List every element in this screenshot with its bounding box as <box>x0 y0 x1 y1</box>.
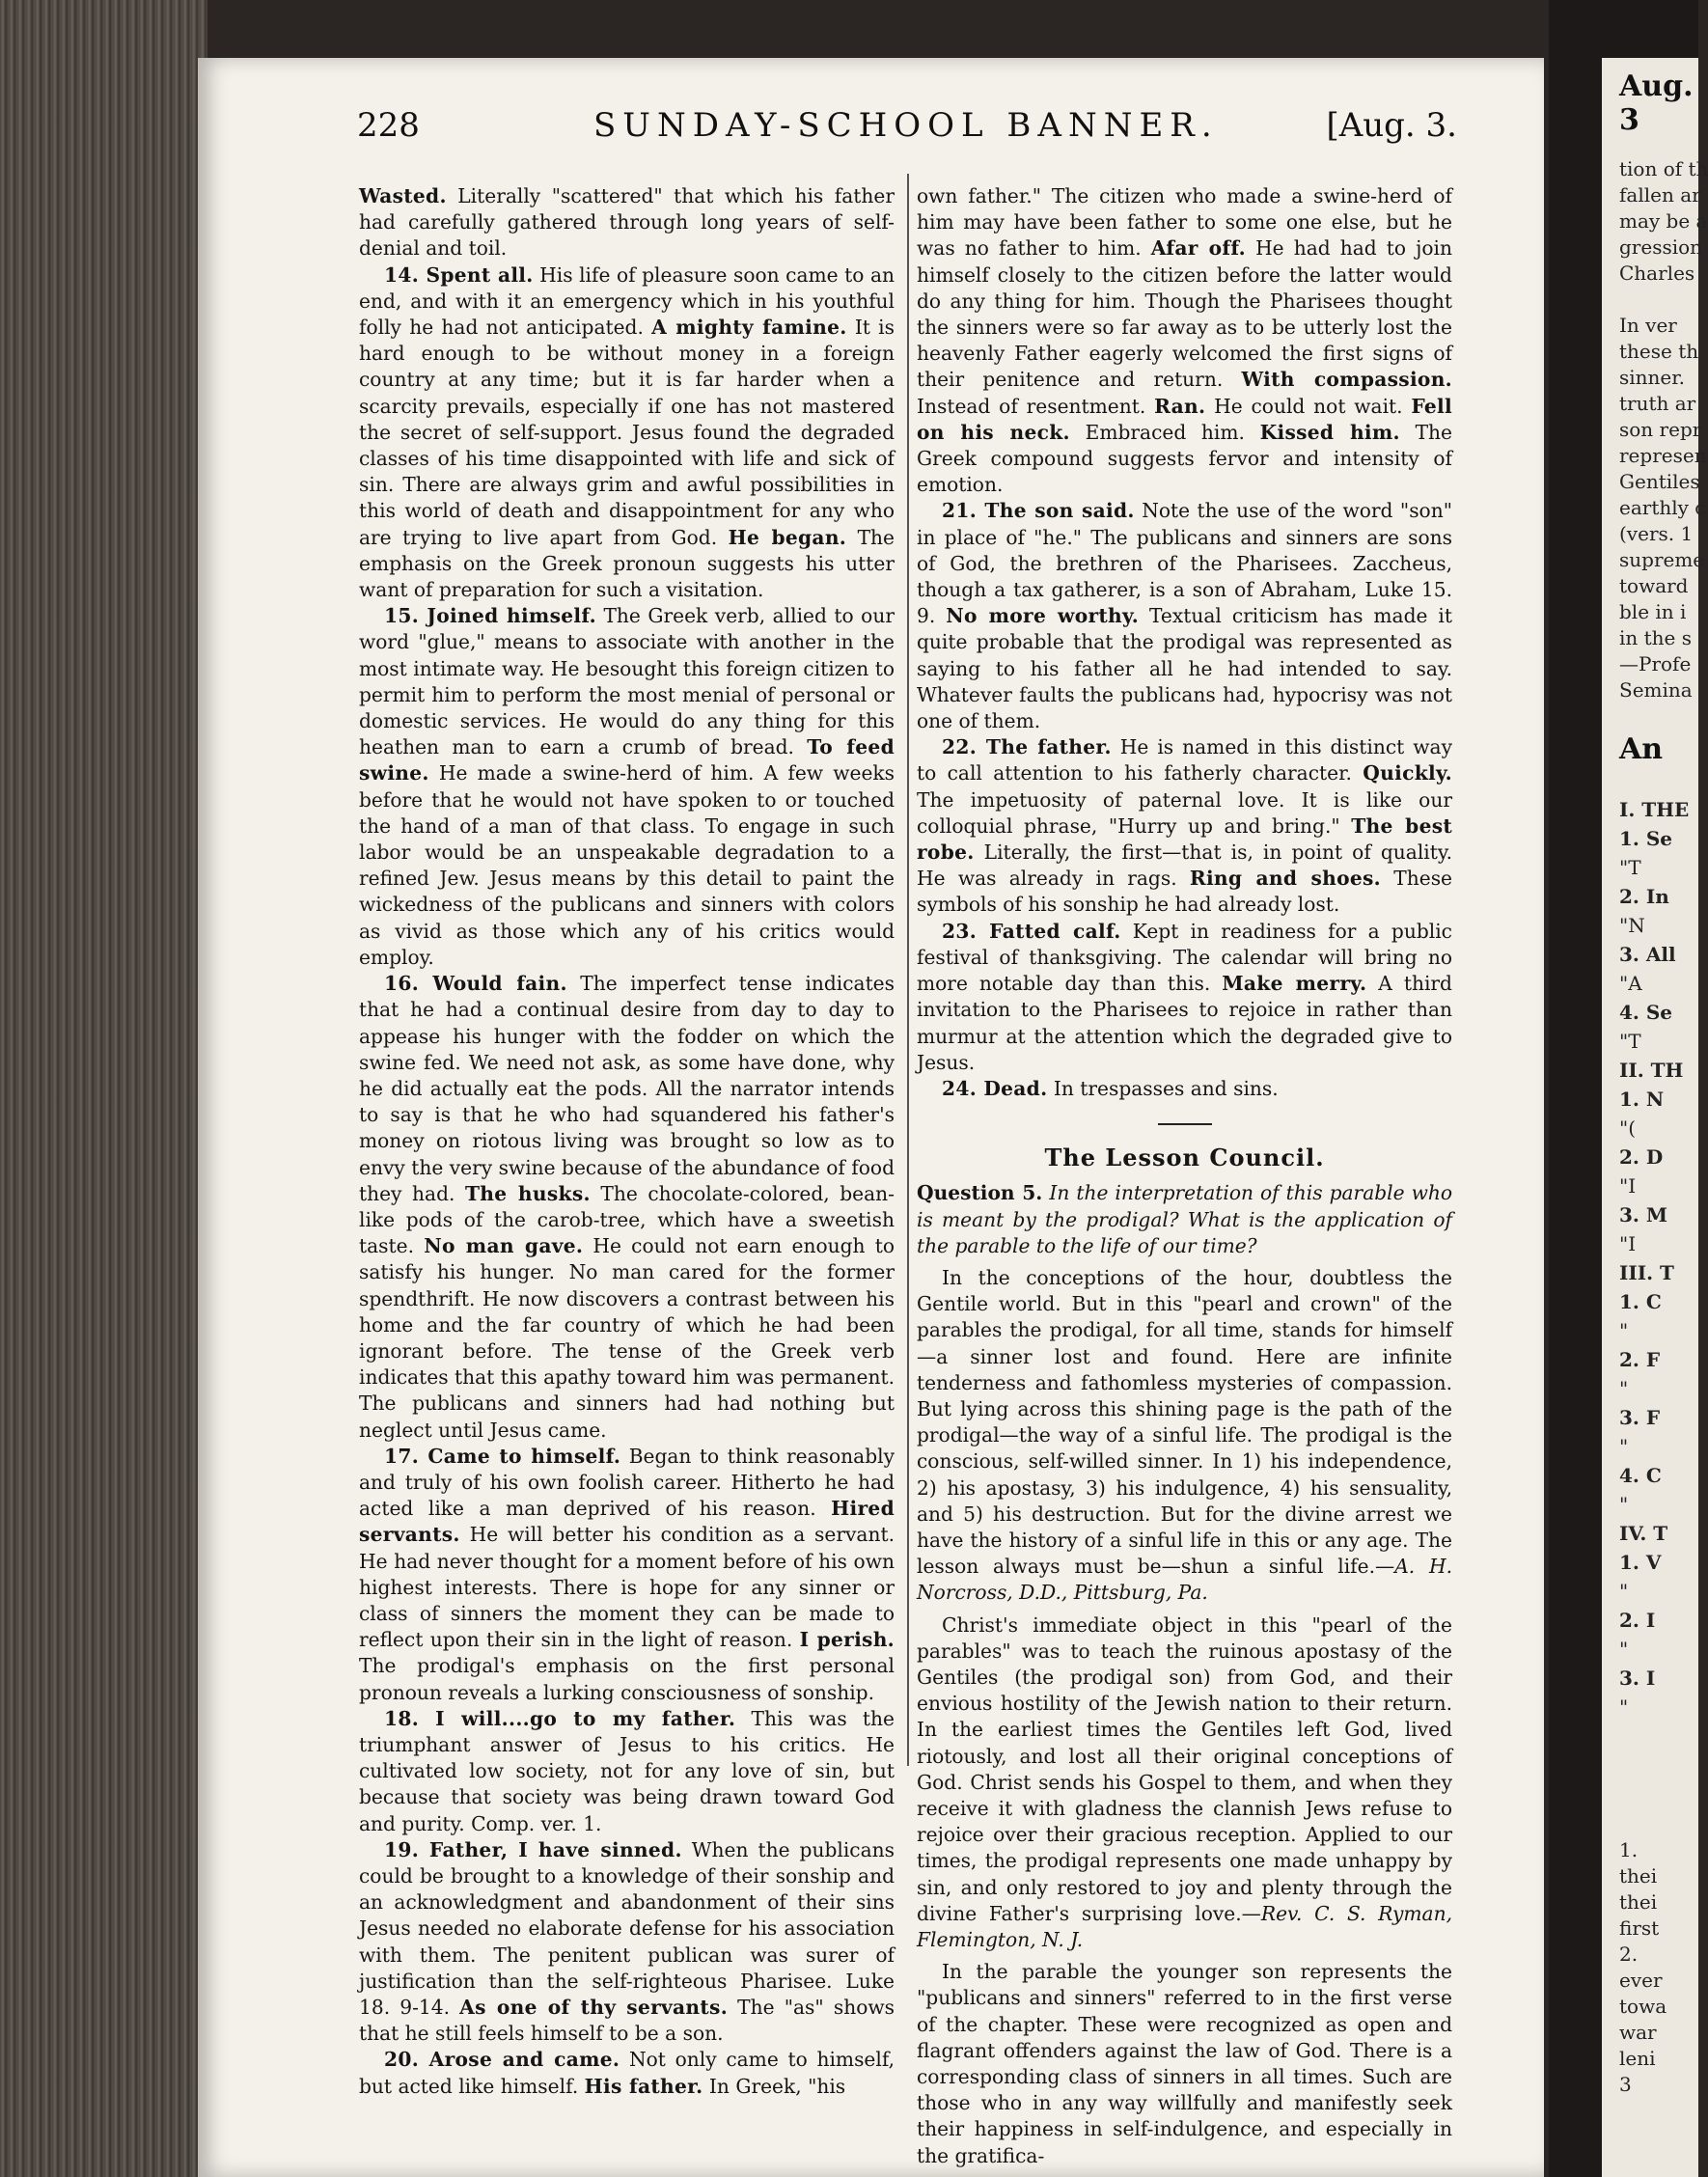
note-keyword: No more worthy. <box>946 604 1140 628</box>
note-keyword: 14. Spent all. <box>384 262 534 287</box>
note-keyword: Make merry. <box>1222 972 1367 996</box>
facing-page-line: sinner. <box>1619 366 1685 389</box>
council-question <box>917 1180 1452 1259</box>
note-paragraph <box>917 183 1452 498</box>
note-keyword: His father. <box>584 2074 703 2098</box>
note-text: He had had to join himself closely to the citizen before the latter would do any thing for him. Though the Pharisees thought the sinners were so far away as to be utterly lost the heavenly Father eagerly welcomed the first signs of their penitence and return. <box>917 236 1453 392</box>
note-keyword: Afar off. <box>1150 236 1246 261</box>
facing-page-line: truth ar <box>1619 392 1696 415</box>
facing-page-line: Gentiles <box>1619 470 1700 493</box>
note-text: A third invitation to the Pharisees to rejoice in rather than murmur at the attention which the degraded give to Jesus. <box>917 972 1452 1074</box>
note-keyword: 19. Father, I have sinned. <box>384 1837 682 1861</box>
note-text: Embraced him. <box>1069 420 1260 444</box>
facing-page-line: in the s <box>1619 626 1693 649</box>
note-text: The prodigal's emphasis on the first personal pronoun reveals a lurking consciousness of sonship. <box>359 1654 895 1704</box>
note-paragraph <box>359 603 895 971</box>
note-keyword: Fell on his neck. <box>917 394 1452 444</box>
note-text: Literally "scattered" that which his father had carefully gathered through long years of self-denial and toil. <box>359 184 895 261</box>
outline-line: "A <box>1619 972 1642 995</box>
outline-line: 3. I <box>1619 1667 1656 1690</box>
facing-page-line: may be a <box>1619 209 1708 233</box>
note-keyword: 17. Came to himself. <box>384 1444 621 1468</box>
council-answer <box>917 1612 1452 1954</box>
facing-page-line: towa <box>1619 1995 1667 2018</box>
question-label: Question 5. <box>917 1181 1043 1205</box>
outline-line: 1. N <box>1619 1088 1665 1111</box>
note-text: He will better his condition as a servant. He had never thought for a moment before of his own highest interests. There is hope for any sinner or class of sinners the moment they can be made to reflect upon their sin in the light of reason. <box>359 1523 895 1652</box>
answer-text: Christ's immediate object in this "pearl of the parables" was to teach the ruinous apostasy of the Gentiles (the prodigal son) from God, and their envious hostility of the Jewish nation to their return. In the earliest times the Gentiles left God, lived riotously, and lost all their original conceptions of God. Christ sends his Gospel to them, and when they receive it with gladness the clannish Jews refuse to rejoice over their gracious reception. Applied to our times, the prodigal represents one made unhappy by sin, and only restored to joy and plenty through the divine Father's surprising love.— <box>917 1612 1452 1925</box>
outline-line: 4. C <box>1619 1464 1662 1487</box>
facing-page-line: (vers. 1 <box>1619 522 1694 545</box>
note-text: These symbols of his sonship he had already lost. <box>917 867 1453 917</box>
facing-page-line: thei <box>1619 1864 1658 1888</box>
note-keyword: Kissed him. <box>1259 420 1400 444</box>
note-text: In Greek, "his <box>702 2074 846 2098</box>
outline-line: "T <box>1619 1030 1641 1053</box>
facing-page-line: 2. <box>1619 1943 1639 1966</box>
note-text: This was the triumphant answer of Jesus to his critics. He cultivated low society, not for any love of sin, but because that society was being drawn toward God and purity. Comp. ver. 1. <box>359 1706 895 1835</box>
answer-text: In the parable the younger son represents the "publicans and sinners" referred to in the first verse of the chapter. These were recognized as open and flagrant offenders against the law of God. There is a corresponding class of sinners in all times. Such are those who in any way willfully and manifestly seek their happiness in self-indulgence, and especially in the gratifica- <box>917 1960 1452 2167</box>
book-spine <box>0 0 207 2177</box>
facing-page-line: 3 <box>1619 2073 1632 2096</box>
council-title: The Lesson Council. <box>1044 1144 1325 1172</box>
outline-line: 4. Se <box>1619 1001 1673 1024</box>
outline-line: "I <box>1619 1174 1637 1198</box>
running-header <box>357 106 1457 154</box>
note-text: Literally, the first—that is, in point of quality. He was already in rags. <box>917 840 1452 891</box>
note-keyword: I perish. <box>799 1628 895 1652</box>
note-paragraph <box>359 1706 895 1837</box>
council-answers <box>917 1265 1452 2169</box>
note-keyword: 20. Arose and came. <box>384 2048 620 2072</box>
note-text: The imperfect tense indicates that he had a continual desire from day to day to appease his hunger with the fodder on which the swine fed. We need not ask, as some have done, why he did actually eat the pods. All the narrator intends to say is that he who had squandered his father's money on riotous living was brought so low as to envy the very swine because of the abundance of food they had. <box>359 972 895 1205</box>
facing-page-text <box>1602 156 1708 703</box>
note-text: own father." The citizen who made a swine-herd of him may have been father to some one else, but he was no father to him. <box>917 184 1452 261</box>
outline-line: " <box>1619 1638 1629 1661</box>
facing-page-line: thei <box>1619 1890 1658 1914</box>
note-text: His life of pleasure soon came to an end, and with it an emergency which in his youthful folly he had not anticipated. <box>359 262 895 340</box>
facing-page-line: leni <box>1619 2047 1656 2070</box>
facing-page-line: In ver <box>1619 314 1677 337</box>
note-keyword: To feed swine. <box>359 735 895 785</box>
note-text: In trespasses and sins. <box>1047 1076 1279 1100</box>
facing-page-line: war <box>1619 2021 1657 2044</box>
facing-page-line: ble in i <box>1619 600 1687 623</box>
facing-page-line: represen <box>1619 444 1707 467</box>
note-keyword: As one of thy servants. <box>459 1996 729 2020</box>
note-keyword: 18. I will....go to my father. <box>384 1706 736 1730</box>
note-paragraph <box>917 919 1452 1076</box>
outline-line: 3. M <box>1619 1203 1667 1226</box>
left-column <box>359 183 895 2100</box>
outline-line: 2. D <box>1619 1145 1664 1169</box>
note-text: When the publicans could be brought to a knowledge of their sonship and an acknowledgment and abandonment of their sins Jesus needed no elaborate defense for his association with them. The penitent publican was surer of justification than the self-righteous Pharisee. Luke 18. 9-14. <box>359 1837 895 2020</box>
facing-page-line: first <box>1619 1916 1660 1940</box>
note-text: Instead of resentment. <box>917 394 1155 418</box>
note-text: Kept in readiness for a public festival of thanksgiving. The calendar will bring no more notable day than this. <box>917 919 1452 996</box>
note-keyword: 22. The father. <box>942 735 1112 759</box>
note-paragraph <box>359 262 895 604</box>
outline-line: 1. Se <box>1619 827 1673 850</box>
issue-date: [Aug. 3. <box>1326 106 1457 145</box>
note-keyword: The best robe. <box>917 813 1452 865</box>
note-keyword: Ran. <box>1154 394 1206 418</box>
answer-text: In the conceptions of the hour, doubtless the Gentile world. But in this "pearl and crown" of the parables the prodigal, for all time, stands for himself—a sinner lost and found. Here are infinite tenderness and fathomless mysteries of compassion. But lying across this shining page is the path of the prodigal—the way of a sinful life. The prodigal is the conscious, self-willed sinner. In 1) his independence, 2) his apostasy, 3) his indulgence, 4) his sensuality, and 5) his destruction. But for the divine arrest we have the history of a sinful life in this or any age. The lesson always must be—shun a sinful life.— <box>917 1265 1452 1579</box>
note-paragraph <box>359 2047 895 2099</box>
note-text: The "as" shows that he still feels himself to be a son. <box>359 1996 895 2046</box>
outline-line: "T <box>1619 856 1641 879</box>
note-paragraph <box>917 734 1452 918</box>
note-text: The Greek verb, allied to our word "glue," means to associate with another in the most intimate way. He besought this foreign citizen to permit him to perform the most menial of personal or domestic services. He would do any thing for this heathen man to earn a crumb of bread. <box>359 604 895 759</box>
facing-page-heading: An <box>1619 732 1664 766</box>
facing-page-line: Semina <box>1619 678 1693 702</box>
answer-byline: Rev. C. S. Ryman, Flemington, N. J. <box>917 1901 1452 1951</box>
note-text: The Greek compound suggests fervor and intensity of emotion. <box>917 420 1452 497</box>
outline-line: "( <box>1619 1116 1637 1140</box>
note-text: Textual criticism has made it quite probable that the prodigal was represented as saying to his father all he had intended to say. Whatever faults the publicans had, hypocrisy was not one of them. <box>917 604 1452 733</box>
note-keyword: Wasted. <box>359 184 447 207</box>
publication-title: SUNDAY-SCHOOL BANNER. <box>593 106 1219 145</box>
note-paragraph <box>359 971 895 1444</box>
note-text: The chocolate-colored, bean-like pods of the carob-tree, which have a sweetish taste. <box>359 1181 895 1258</box>
note-text: The impetuosity of paternal love. It is like our colloquial phrase, "Hurry up and bring." <box>917 787 1452 838</box>
outline-line: 3. F <box>1619 1406 1661 1429</box>
note-text: Not only came to himself, but acted like himself. <box>359 2048 895 2098</box>
outline-line: III. T <box>1619 1261 1674 1284</box>
facing-page <box>1602 58 1708 2177</box>
facing-page-header: Aug. 3 <box>1619 69 1694 137</box>
outline-line: " <box>1619 1319 1629 1342</box>
note-keyword: 21. The son said. <box>942 499 1135 523</box>
facing-page-line: Charles <box>1619 262 1695 285</box>
note-paragraph <box>359 1444 895 1706</box>
outline-line: " <box>1619 1493 1629 1516</box>
page-number: 228 <box>357 106 420 145</box>
facing-page-line: toward <box>1619 574 1689 597</box>
outline-line: 1. C <box>1619 1290 1662 1313</box>
outline-line: I. THE <box>1619 798 1690 821</box>
note-paragraph <box>917 498 1452 734</box>
note-text: He is named in this distinct way to call attention to his fatherly character. <box>917 735 1452 785</box>
note-paragraph <box>359 1837 895 2048</box>
note-keyword: 23. Fatted calf. <box>942 919 1121 943</box>
facing-page-bottom <box>1602 1837 1698 2098</box>
note-keyword: Quickly. <box>1363 761 1452 785</box>
facing-page-outline <box>1602 795 1698 1722</box>
outline-line: 2. I <box>1619 1609 1656 1632</box>
outline-line: "N <box>1619 914 1645 937</box>
note-keyword: With compassion. <box>1241 368 1452 392</box>
outline-line: 2. F <box>1619 1348 1661 1371</box>
note-keyword: He began. <box>728 525 847 549</box>
note-paragraph <box>917 1076 1452 1102</box>
note-keyword: Hired servants. <box>359 1497 895 1547</box>
note-text: He could not wait. <box>1205 394 1412 418</box>
answer-byline: A. H. Norcross, D.D., Pittsburg, Pa. <box>917 1555 1452 1605</box>
outline-line: " <box>1619 1435 1629 1458</box>
facing-page-line: —Profe <box>1619 652 1692 675</box>
facing-page-line: earthly c <box>1619 496 1706 519</box>
outline-line: 1. V <box>1619 1551 1662 1574</box>
outline-line: 2. In <box>1619 885 1669 908</box>
facing-page-line <box>1602 287 1698 313</box>
outline-line: IV. T <box>1619 1522 1668 1545</box>
note-text: Note the use of the word "son" in place of "he." The publicans and sinners are sons of God, the brethren of the Pharisees. Zaccheus, though a tax gatherer, is a son of Abraham, Luke 15. 9. <box>917 499 1452 628</box>
outline-line: " <box>1619 1377 1629 1400</box>
council-answer <box>917 1265 1452 1607</box>
council-answer <box>917 1959 1452 2169</box>
right-column <box>917 183 1452 2169</box>
right-notes <box>917 183 1452 1102</box>
facing-page-line: fallen ar <box>1619 183 1701 207</box>
note-keyword: 24. Dead. <box>942 1076 1048 1100</box>
note-keyword: 15. Joined himself. <box>384 604 596 628</box>
note-text: The emphasis on the Greek pronoun suggests his utter want of preparation for such a visitation. <box>359 525 895 602</box>
facing-page-line: son repr <box>1619 418 1702 441</box>
outline-line: "I <box>1619 1232 1637 1255</box>
facing-page-line: ever <box>1619 1969 1663 1992</box>
outline-line: " <box>1619 1580 1629 1603</box>
note-keyword: Ring and shoes. <box>1189 867 1382 891</box>
question-text: In the interpretation of this parable who is meant by the prodigal? What is the application of the parable to the life of our time? <box>917 1181 1453 1257</box>
note-text: It is hard enough to be without money in a foreign country at any time; but it is far harder when a scarcity prevails, especially if one has not mastered the secret of self-support. Jesus found the degraded classes of his time disappointed with life and sick of sin. There are always grim and awful possibilities in this world of death and disappointment for any who are trying to live apart from God. <box>359 316 895 549</box>
note-keyword: The husks. <box>464 1181 591 1205</box>
facing-page-line: tion of th <box>1619 157 1708 180</box>
note-text: He made a swine-herd of him. A few weeks before that he would not have spoken to or touched the hand of a man of that class. To engage in such labor would be an unspeakable degradation to a refined Jew. Jesus means by this detail to paint the wickedness of the publicans and sinners with colors as vivid as those which any of his critics would employ. <box>359 761 895 969</box>
section-divider <box>1158 1123 1212 1125</box>
note-keyword: A mighty famine. <box>651 316 847 340</box>
facing-page-line: 1. <box>1619 1838 1639 1861</box>
note-paragraph <box>359 183 895 262</box>
note-keyword: 16. Would fain. <box>384 972 567 996</box>
column-rule <box>907 174 909 1766</box>
note-text: Began to think reasonably and truly of his own foolish career. Hitherto he had acted like a man deprived of his reason. <box>359 1444 895 1521</box>
facing-page-line: these th <box>1619 340 1699 363</box>
outline-line: " <box>1619 1695 1629 1719</box>
facing-page-line: supreme <box>1619 548 1705 571</box>
note-keyword: No man gave. <box>424 1234 584 1258</box>
outline-line: 3. All <box>1619 943 1676 966</box>
note-text: He could not earn enough to satisfy his hunger. No man cared for the former spendthrift. He now discovers a contrast between his home and the far country of which he had been ignorant before. The tense of the Greek verb indicates that this apathy toward him was permanent. The publicans and sinners had had nothing but neglect until Jesus came. <box>359 1234 895 1442</box>
facing-page-line: gression <box>1619 235 1703 259</box>
outline-line: II. TH <box>1619 1059 1684 1082</box>
